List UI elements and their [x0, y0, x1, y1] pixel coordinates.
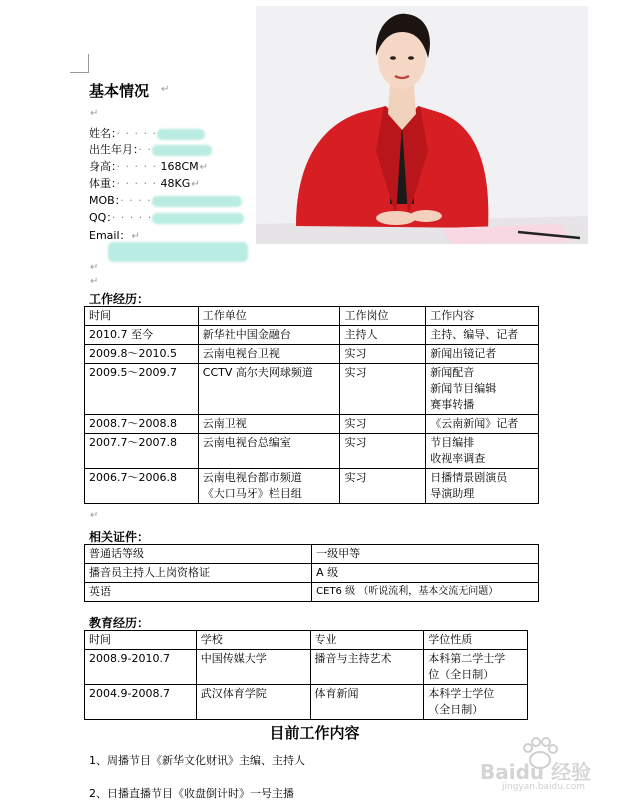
cert-value: 一级甲等	[312, 545, 539, 564]
cell-content: 日播情景剧演员 导演助理	[426, 469, 539, 504]
cell-content: 新闻配音 新闻节目编辑 赛事转播	[426, 364, 539, 415]
cell-content: 新闻出镜记者	[426, 345, 539, 364]
work-title: 工作经历：	[89, 292, 150, 306]
paragraph-mark-icon: ↵	[90, 108, 99, 119]
redacted-name	[157, 129, 205, 140]
name-row: 姓名：· · · · ·	[89, 125, 205, 141]
edu-table	[84, 630, 528, 720]
cell-unit: CCTV 高尔夫网球频道	[198, 364, 340, 415]
cell-degree: 本科学士学位 （全日制）	[424, 685, 528, 720]
weight-row: 体重：· · · · · 48KG↵	[89, 177, 200, 190]
portrait-photo	[256, 6, 588, 244]
table-row	[85, 326, 539, 345]
paragraph-mark-icon: ↵	[90, 262, 99, 273]
current-work-item: 1、周播节目《新华文化财讯》主编、主持人	[89, 754, 305, 767]
cell-date: 2007.7～2007.8	[85, 434, 199, 469]
cert-name: 普通话等级	[85, 545, 312, 564]
watermark-sub: jingyan.baidu.com	[502, 782, 586, 792]
table-header-row	[85, 307, 539, 326]
redacted-qq	[152, 213, 244, 224]
table-header-row	[85, 631, 528, 650]
birth-label: 出生年月：	[89, 143, 139, 156]
height-value: 168CM	[160, 160, 199, 173]
cell-unit: 云南卫视	[198, 415, 340, 434]
work-table	[84, 306, 539, 504]
birth-row: 出生年月：· ·	[89, 141, 212, 157]
cert-value: A 级	[312, 564, 539, 583]
qq-row: QQ：· · · · ·	[89, 209, 244, 225]
redacted-email	[108, 242, 248, 262]
page-corner-mark	[70, 54, 89, 73]
qq-label: QQ：	[89, 211, 112, 224]
table-row	[85, 469, 539, 504]
header-cell: 专业	[310, 631, 424, 650]
cert-value: CET6 级 （听说流利，基本交流无问题）	[312, 583, 539, 602]
cell-post: 主持人	[340, 326, 426, 345]
header-cell: 时间	[85, 307, 199, 326]
cell-major: 体育新闻	[310, 685, 424, 720]
redacted-birth	[152, 145, 212, 156]
certs-title: 相关证件：	[89, 530, 150, 544]
header-cell: 学校	[196, 631, 310, 650]
cell-unit: 云南电视台都市频道 《大口马牙》栏目组	[198, 469, 340, 504]
cell-post: 实习	[340, 469, 426, 504]
cell-post: 实习	[340, 415, 426, 434]
cell-date: 2006.7～2006.8	[85, 469, 199, 504]
header-cell: 时间	[85, 631, 197, 650]
cell-degree: 本科第二学士学 位（全日制）	[424, 650, 528, 685]
name-label: 姓名：	[89, 127, 117, 140]
edu-title: 教育经历：	[89, 616, 150, 630]
cell-date: 2004.9-2008.7	[85, 685, 197, 720]
basic-info-title: 基本情况	[89, 82, 150, 100]
table-row	[85, 345, 539, 364]
table-row	[85, 685, 528, 720]
cell-date: 2009.8～2010.5	[85, 345, 199, 364]
paragraph-mark-icon: ↵	[90, 510, 99, 521]
email-row: Email：↵	[89, 229, 140, 242]
weight-value: 48KG	[160, 177, 191, 190]
table-row	[85, 545, 539, 564]
current-work-item: 2、日播直播节目《收盘倒计时》一号主播	[89, 787, 294, 800]
cell-major: 播音与主持艺术	[310, 650, 424, 685]
paragraph-mark-icon: ↵	[161, 84, 170, 95]
cell-content: 主持、编导、记者	[426, 326, 539, 345]
cell-post: 实习	[340, 364, 426, 415]
weight-label: 体重：	[89, 177, 117, 190]
certs-table	[84, 544, 539, 602]
cell-unit: 新华社中国金融台	[198, 326, 340, 345]
table-row	[85, 564, 539, 583]
cell-date: 2008.9-2010.7	[85, 650, 197, 685]
cell-date: 2008.7～2008.8	[85, 415, 199, 434]
cert-name: 播音员主持人上岗资格证	[85, 564, 312, 583]
cell-content: 节目编排 收视率调查	[426, 434, 539, 469]
header-cell: 工作岗位	[340, 307, 426, 326]
cert-name: 英语	[85, 583, 312, 602]
cell-unit: 云南电视台卫视	[198, 345, 340, 364]
baidu-watermark	[480, 736, 620, 796]
table-row	[85, 415, 539, 434]
email-label: Email：	[89, 229, 131, 242]
header-cell: 学位性质	[424, 631, 528, 650]
cell-content: 《云南新闻》记者	[426, 415, 539, 434]
height-row: 身高：· · · · · 168CM↵	[89, 160, 209, 173]
mob-row: MOB：· · · ·	[89, 192, 242, 208]
redacted-mob	[152, 196, 242, 207]
height-label: 身高：	[89, 160, 117, 173]
table-row	[85, 650, 528, 685]
cell-unit: 云南电视台总编室	[198, 434, 340, 469]
table-row	[85, 583, 539, 602]
paragraph-mark-icon: ↵	[90, 276, 99, 287]
cell-date: 2009.5～2009.7	[85, 364, 199, 415]
cell-post: 实习	[340, 345, 426, 364]
cell-school: 武汉体育学院	[196, 685, 310, 720]
cell-date: 2010.7 至今	[85, 326, 199, 345]
cell-post: 实习	[340, 434, 426, 469]
header-cell: 工作内容	[426, 307, 539, 326]
header-cell: 工作单位	[198, 307, 340, 326]
mob-label: MOB：	[89, 194, 121, 207]
current-work-title: 目前工作内容	[269, 724, 360, 742]
watermark-text: Baidu 经验	[480, 760, 592, 784]
table-row	[85, 364, 539, 415]
table-row	[85, 434, 539, 469]
cell-school: 中国传媒大学	[196, 650, 310, 685]
